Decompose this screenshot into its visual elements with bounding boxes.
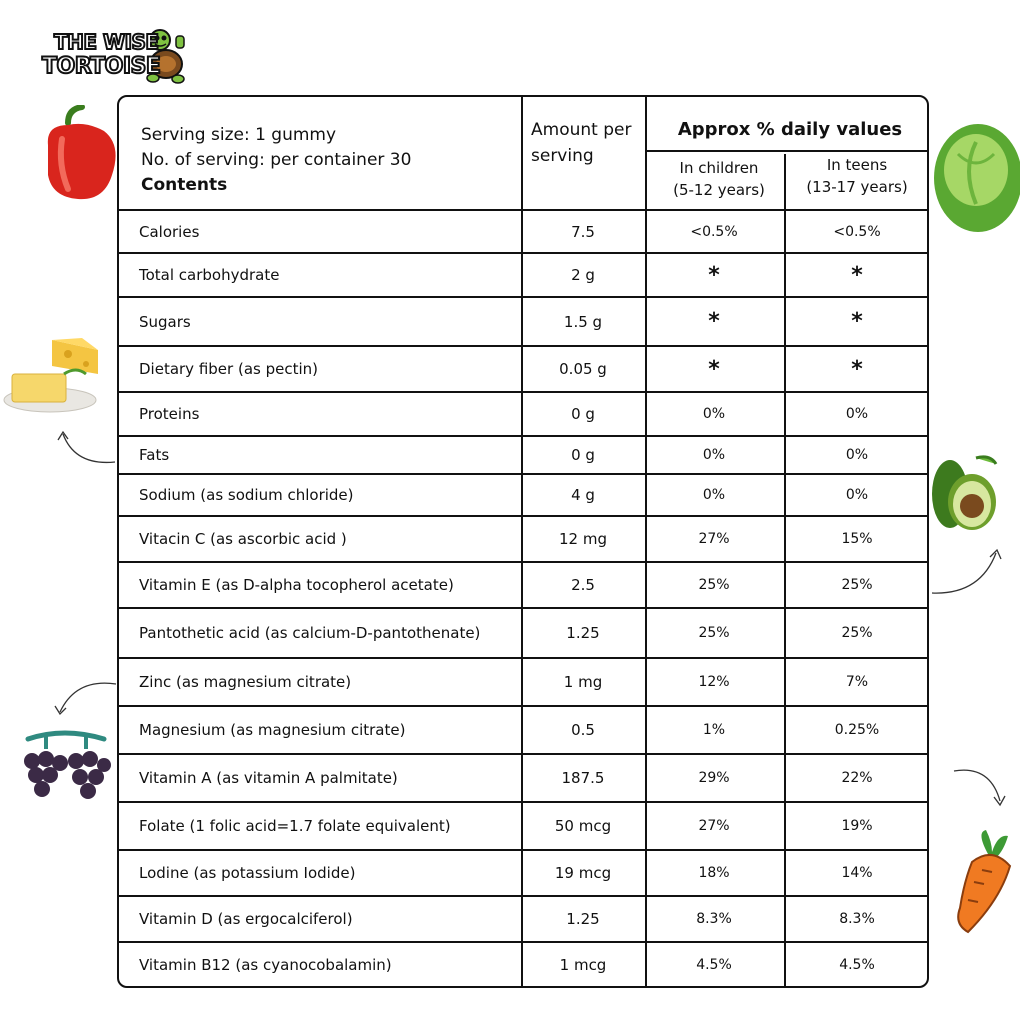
amount-per-serving: 0 g — [571, 446, 595, 464]
children-daily-value: 27% — [698, 531, 730, 547]
brand-line1: THE WISE — [54, 30, 159, 54]
table-row — [119, 659, 927, 705]
children-daily-value: 12% — [698, 674, 730, 690]
teens-daily-value: * — [851, 356, 863, 382]
teens-daily-value: 22% — [841, 770, 873, 786]
amount-heading-line2: serving — [531, 146, 594, 166]
teens-daily-value: * — [851, 262, 863, 288]
nutrient-name: Total carbohydrate — [139, 266, 280, 284]
amount-per-serving: 0.05 g — [559, 360, 607, 378]
amount-per-serving: 4 g — [571, 486, 595, 504]
amount-per-serving: 2 g — [571, 266, 595, 284]
teens-daily-value: 15% — [841, 531, 873, 547]
nutrient-name: Calories — [139, 222, 200, 241]
amount-per-serving: 1.25 — [566, 910, 600, 928]
curved-arrow-icon — [930, 545, 1006, 597]
table-row — [119, 475, 927, 515]
avocado-icon — [930, 450, 1002, 532]
table-row — [119, 517, 927, 561]
teens-daily-value: 0.25% — [834, 722, 880, 738]
amount-per-serving: 187.5 — [561, 769, 605, 787]
serving-size: Serving size: 1 gummy — [141, 125, 337, 145]
nutrient-name: Vitacin C (as ascorbic acid ) — [139, 530, 347, 548]
teens-daily-value: 8.3% — [839, 911, 875, 927]
teens-daily-value: 0% — [845, 447, 869, 463]
children-daily-value: 0% — [702, 447, 726, 463]
teens-heading-line1: In teens — [826, 156, 888, 174]
teens-daily-value: 0% — [845, 487, 869, 503]
table-row — [119, 563, 927, 607]
teens-daily-value: <0.5% — [833, 223, 881, 240]
nutrient-name: Vitamin D (as ergocalciferol) — [139, 910, 353, 928]
servings-per-container: No. of serving: per container 30 — [141, 150, 412, 170]
teens-daily-value: 14% — [841, 865, 873, 881]
table-row — [119, 347, 927, 391]
teens-heading — [787, 154, 927, 198]
amount-per-serving: 50 mcg — [554, 817, 612, 835]
amount-per-serving: 2.5 — [571, 576, 595, 594]
table-row — [119, 897, 927, 941]
table-row — [119, 211, 927, 252]
teens-daily-value: 7% — [845, 674, 869, 690]
curved-arrow-icon — [52, 678, 120, 718]
table-header-serving — [141, 123, 411, 198]
teens-daily-value: 19% — [841, 818, 873, 834]
nutrient-name: Lodine (as potassium Iodide) — [139, 864, 356, 882]
amount-per-serving: 7.5 — [571, 222, 595, 241]
children-daily-value: 27% — [698, 818, 730, 834]
children-heading-line1: In children — [679, 159, 759, 177]
nutrient-name: Proteins — [139, 405, 200, 423]
table-row — [119, 609, 927, 657]
cabbage-icon — [928, 120, 1020, 236]
nutrient-name: Pantothetic acid (as calcium-D-pantothenate) — [139, 624, 481, 642]
amount-per-serving: 1 mcg — [559, 955, 607, 974]
table-row — [119, 707, 927, 753]
children-daily-value: 4.5% — [696, 956, 732, 973]
teens-daily-value: * — [851, 309, 863, 334]
table-row — [119, 755, 927, 801]
table-row — [119, 254, 927, 296]
amount-per-serving: 0 g — [571, 405, 595, 423]
children-heading-line2: (5-12 years) — [673, 181, 765, 199]
children-heading — [649, 157, 789, 201]
blackberry-icon — [16, 725, 114, 811]
daily-values-heading: Approx % daily values — [677, 119, 903, 140]
children-daily-value: * — [708, 356, 720, 382]
nutrient-name: Dietary fiber (as pectin) — [139, 360, 318, 378]
contents-heading: Contents — [141, 175, 228, 195]
amount-per-serving: 1.25 — [566, 624, 600, 642]
teens-heading-line2: (13-17 years) — [806, 178, 908, 196]
children-daily-value: 8.3% — [696, 911, 732, 927]
row-divider — [647, 150, 927, 152]
amount-per-serving: 1.5 g — [563, 312, 603, 331]
bell-pepper-icon — [38, 105, 120, 205]
table-row — [119, 393, 927, 435]
children-daily-value: * — [708, 262, 720, 288]
teens-daily-value: 0% — [845, 406, 869, 422]
amount-heading — [531, 117, 651, 169]
table-row — [119, 803, 927, 849]
cheese-icon — [2, 330, 102, 416]
children-daily-value: 0% — [702, 406, 726, 422]
nutrition-table — [117, 95, 929, 988]
amount-per-serving: 19 mcg — [554, 864, 612, 882]
nutrient-name: Fats — [139, 446, 170, 464]
brand-line2: TORTOISE — [42, 54, 161, 79]
teens-daily-value: 4.5% — [839, 956, 875, 973]
amount-per-serving: 1 mg — [563, 673, 603, 691]
nutrient-name: Sugars — [139, 312, 191, 331]
children-daily-value: 25% — [698, 625, 730, 641]
brand-logo — [40, 22, 190, 88]
children-daily-value: <0.5% — [690, 223, 738, 240]
teens-daily-value: 25% — [841, 577, 873, 593]
table-row — [119, 943, 927, 986]
children-daily-value: 0% — [702, 487, 726, 503]
table-row — [119, 851, 927, 895]
nutrient-name: Magnesium (as magnesium citrate) — [139, 721, 406, 739]
children-daily-value: 1% — [702, 722, 726, 738]
nutrient-name: Sodium (as sodium chloride) — [139, 486, 354, 504]
nutrient-name: Vitamin A (as vitamin A palmitate) — [139, 769, 398, 787]
nutrient-name: Folate (1 folic acid=1.7 folate equivalent) — [139, 817, 451, 835]
table-row — [119, 437, 927, 473]
table-row — [119, 298, 927, 345]
nutrient-name: Zinc (as magnesium citrate) — [139, 673, 352, 691]
teens-daily-value: 25% — [841, 625, 873, 641]
children-daily-value: 29% — [698, 770, 730, 786]
nutrient-name: Vitamin E (as D-alpha tocopherol acetate) — [139, 576, 454, 594]
amount-heading-line1: Amount per — [531, 120, 632, 140]
nutrient-name: Vitamin B12 (as cyanocobalamin) — [139, 955, 392, 974]
curved-arrow-icon — [55, 428, 119, 468]
children-daily-value: * — [708, 309, 720, 334]
amount-per-serving: 0.5 — [571, 721, 595, 739]
curved-arrow-icon — [950, 765, 1010, 811]
children-daily-value: 18% — [698, 865, 730, 881]
carrot-icon — [952, 828, 1020, 936]
children-daily-value: 25% — [698, 577, 730, 593]
amount-per-serving: 12 mg — [559, 530, 607, 548]
